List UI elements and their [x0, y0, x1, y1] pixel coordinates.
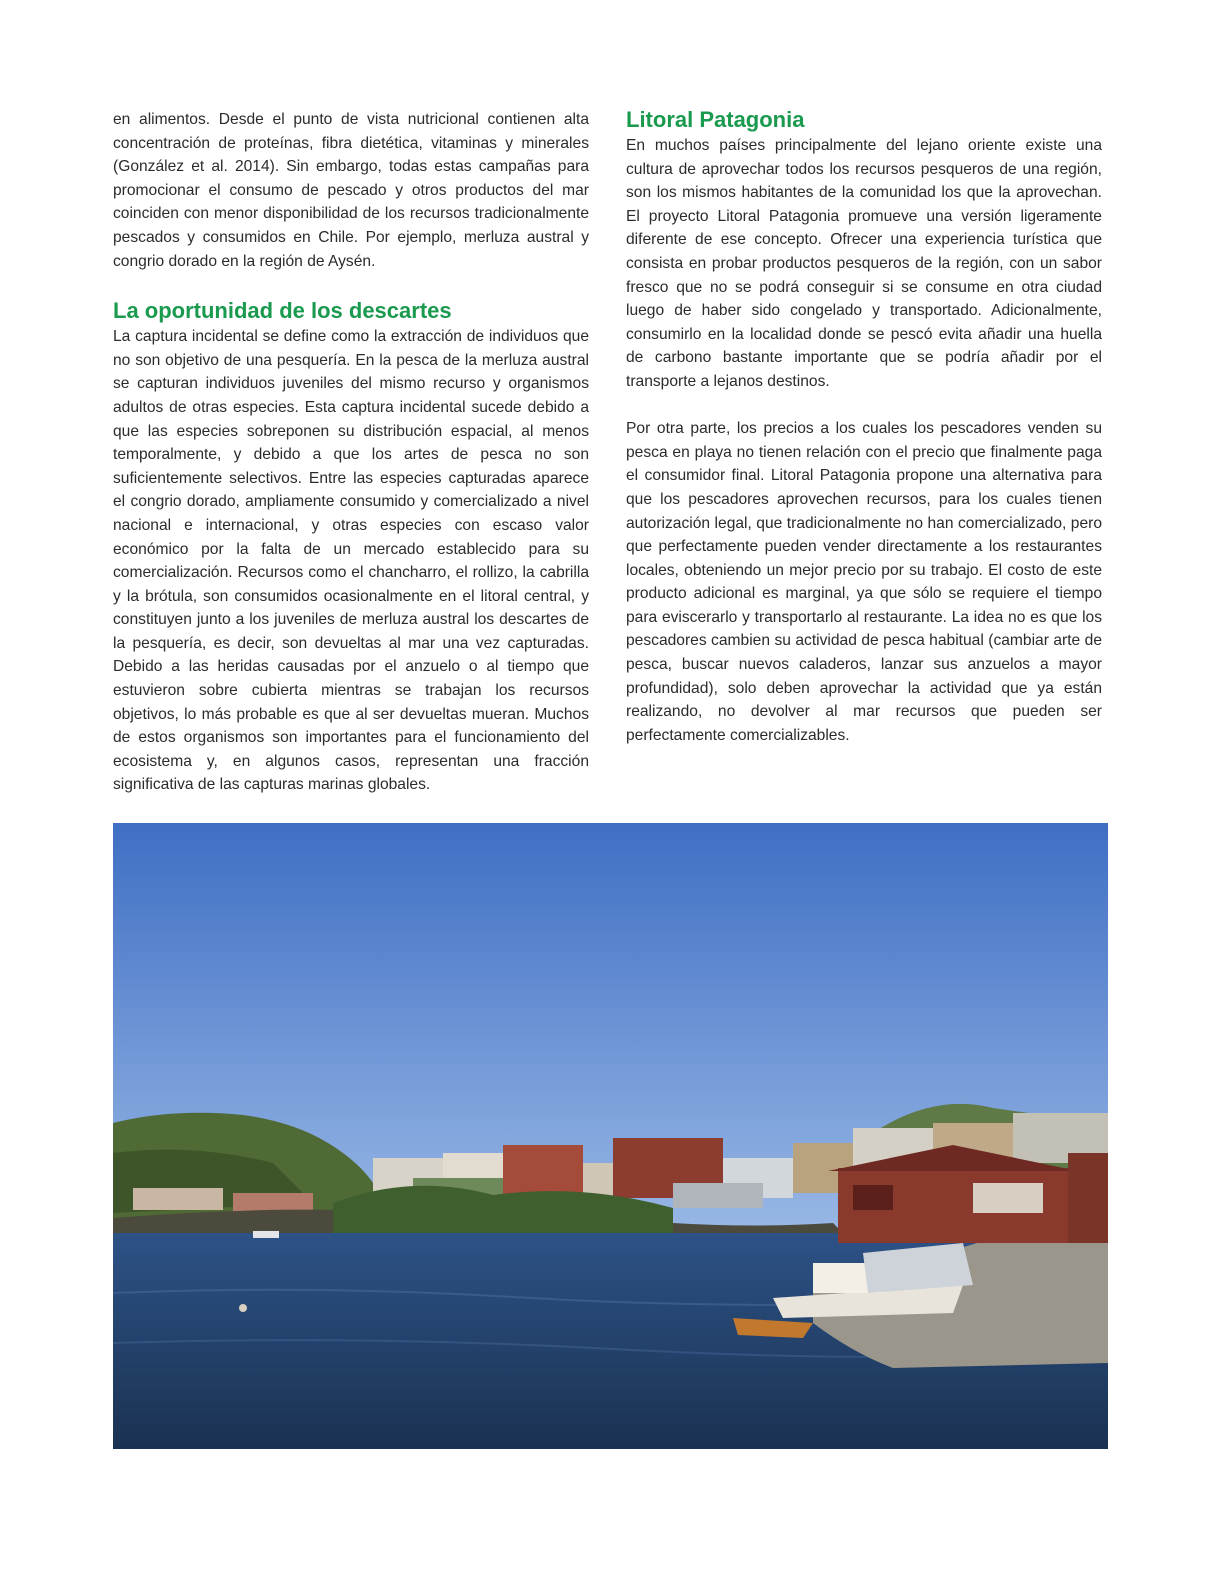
descartes-paragraph: La captura incidental se define como la extracción de individuos que no son objetivo de una pesquería. En la pesca de la merluza austral se capturan individuos juveniles del mismo recurso y organismos adultos de otras especies. Esta captura incidental sucede debido a que las especies sobreponen su distribución espacial, al menos temporalmente, y debido a que los artes de pesca no son suficientemente selectivos. Entre las especies capturadas aparece el congrio dorado, ampliamente consumido y comercializado a nivel nacional e internacional, y otras especies con escaso valor económico por la falta de un mercado establecido para su comercialización. Recursos como el chancharro, el rollizo, la cabrilla y la brótula, son consumidos ocasionalmente en el litoral central, y constituyen junto a los juveniles de merluza austral los descartes de la pesquería, es decir, son devueltas al mar una vez capturadas. Debido a las heridas causadas por el anzuelo o al tiempo que estuvieron sobre cubierta mientras se trabajan los recursos objetivos, lo más probable es que al ser devueltas mueran. Muchos de estos organismos son importantes para el funcionamiento del ecosistema y, en algunos casos, representan una fracción significativa de las capturas marinas globales.: [113, 328, 589, 794]
right-column: [626, 108, 1102, 747]
intro-paragraph: en alimentos. Desde el punto de vista nutricional contienen alta concentración de proteínas, fibra dietética, vitaminas y minerales (González et al. 2014). Sin embargo, todas estas campañas para promocionar el consumo de pescado y otros productos del mar coinciden con menor disponibilidad de los recursos tradicionalmente pescados y consumidos en Chile. Por ejemplo, merluza austral y congrio dorado en la región de Aysén.: [113, 111, 589, 270]
section-heading-litoral-patagonia: Litoral Patagonia: [626, 107, 805, 132]
harbor-photo-illustration: [113, 823, 1108, 1449]
litoral-paragraph-2: Por otra parte, los precios a los cuales los pescadores venden su pesca en playa no tienen relación con el precio que finalmente paga el consumidor final. Litoral Patagonia propone una alternativa para que los pescadores aprovechen recursos, para los cuales tienen autorización legal, que tradicionalmente no han comercializado, pero que perfectamente pueden vender directamente a los restaurantes locales, obteniendo un mejor precio por su trabajo. El costo de este producto adicional es marginal, ya que sólo se requiere el tiempo para eviscerarlo y transportarlo al restaurante. La idea no es que los pescadores cambien su actividad de pesca habitual (cambiar arte de pesca, buscar nuevos caladeros, lanzar sus anzuelos a mayor profundidad), solo deben aprovechar la actividad que ya están realizando, no devolver al mar recursos que pueden ser perfectamente comercializables.: [626, 420, 1102, 744]
left-column: [113, 108, 589, 797]
section-heading-descartes: La oportunidad de los descartes: [113, 298, 452, 324]
litoral-paragraph-1: En muchos países principalmente del lejano oriente existe una cultura de aprovechar todos los recursos pesqueros de una región, son los mismos habitantes de la comunidad los que la aprovechan. El proyecto Litoral Patagonia promueve una versión ligeramente diferente de ese concepto. Ofrecer una experiencia turística que consista en probar productos pesqueros de la región, con un sabor fresco que no se podrá conseguir si se consume en otra ciudad luego de haber sido congelado y transportado. Adicionalmente, consumirlo en la localidad donde se pescó evita añadir una huella de carbono bastante importante que se podría añadir por el transporte a lejanos destinos.: [626, 137, 1102, 390]
harbor-photo: [113, 823, 1108, 1449]
